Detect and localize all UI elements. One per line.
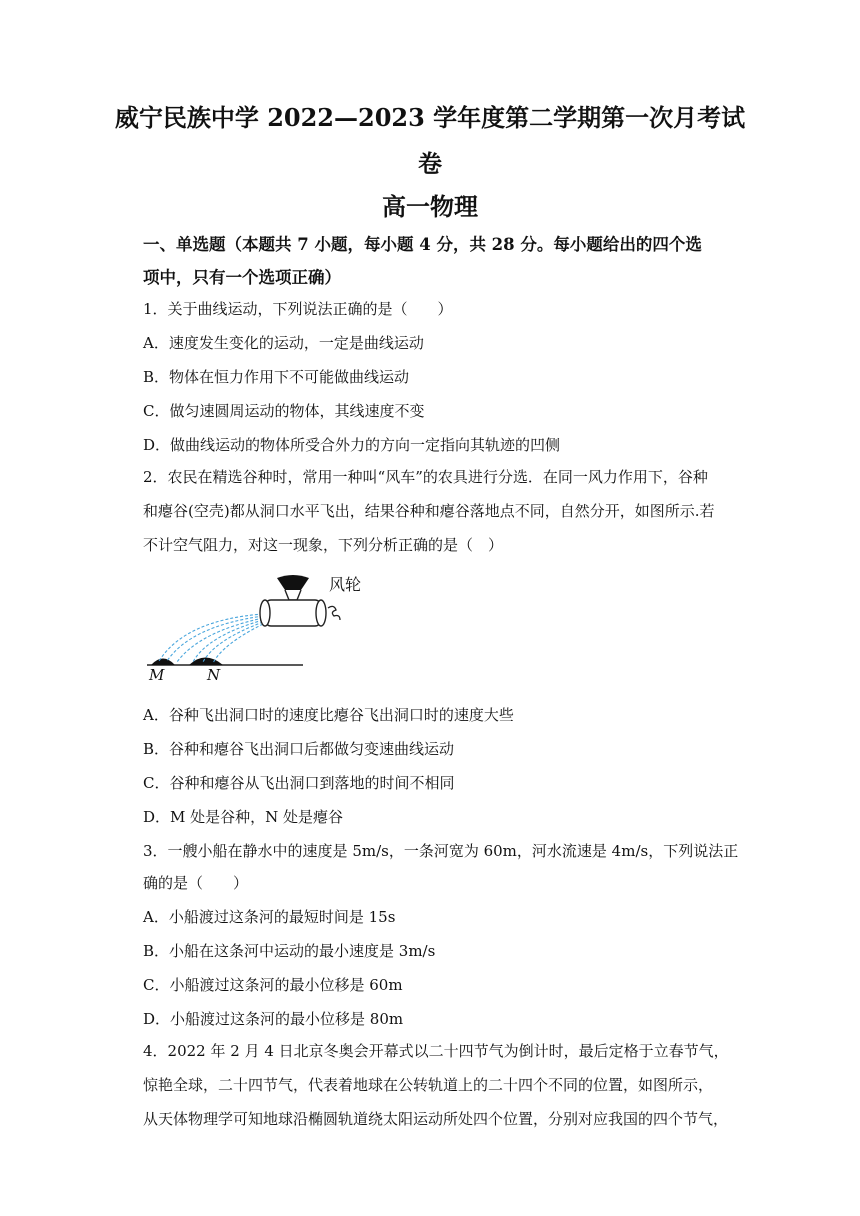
exam-title-line2: 卷	[418, 149, 442, 178]
section-heading-line2: 项中，只有一个选项正确）	[143, 268, 341, 287]
q2-stem-line2: 和瘪谷(空壳)都从洞口水平飞出，结果谷种和瘪谷落地点不同，自然分开，如图所示.若	[143, 502, 715, 520]
label-m: M	[149, 666, 165, 684]
q2-option-b: B．谷种和瘪谷飞出洞口后都做匀变速曲线运动	[143, 740, 455, 758]
q1-option-a: A．速度发生变化的运动，一定是曲线运动	[143, 334, 424, 352]
q2-option-a: A．谷种飞出洞口时的速度比瘪谷飞出洞口时的速度大些	[143, 706, 514, 724]
q3-option-a: A．小船渡过这条河的最短时间是 15s	[143, 908, 396, 926]
q4-stem-line3: 从天体物理学可知地球沿椭圆轨道绕太阳运动所处四个位置，分别对应我国的四个节气，	[143, 1110, 729, 1128]
q2-option-d: D．M 处是谷种，N 处是瘪谷	[143, 808, 344, 826]
section-heading-line1: 一、单选题（本题共 7 小题，每小题 4 分，共 28 分。每小题给出的四个选	[143, 235, 702, 254]
q4-stem-line2: 惊艳全球，二十四节气，代表着地球在公转轨道上的二十四个不同的位置，如图所示，	[143, 1076, 714, 1094]
pile-n	[189, 658, 223, 666]
exam-title-line1: 威宁民族中学 2022—2023 学年度第二学期第一次月考试	[114, 103, 746, 132]
q3-option-d: D．小船渡过这条河的最小位移是 80m	[143, 1010, 404, 1028]
q2-stem-line3: 不计空气阻力，对这一现象，下列分析正确的是（ ）	[143, 536, 504, 554]
q1-option-c: C．做匀速圆周运动的物体，其线速度不变	[143, 402, 425, 420]
q1-option-b: B．物体在恒力作用下不可能做曲线运动	[143, 368, 410, 386]
winnowing-machine-figure	[145, 570, 375, 690]
q3-stem-line1: 3．一艘小船在静水中的速度是 5m/s，一条河宽为 60m，河水流速是 4m/s，下列说法正	[143, 842, 739, 860]
q1-stem: 1．关于曲线运动，下列说法正确的是（ ）	[143, 300, 453, 318]
q3-option-c: C．小船渡过这条河的最小位移是 60m	[143, 976, 403, 994]
q1-option-d: D．做曲线运动的物体所受合外力的方向一定指向其轨迹的凹侧	[143, 436, 561, 454]
hopper	[277, 575, 309, 590]
exam-subtitle: 高一物理	[382, 192, 478, 221]
q3-option-b: B．小船在这条河中运动的最小速度是 3m/s	[143, 942, 436, 960]
pile-m	[151, 659, 175, 666]
label-wind-wheel: 风轮	[329, 575, 362, 594]
label-n: N	[207, 666, 221, 684]
q2-stem-line1: 2．农民在精选谷种时，常用一种叫“风车”的农具进行分选．在同一风力作用下，谷种	[143, 468, 708, 486]
q3-stem-line2: 确的是（ ）	[143, 874, 249, 892]
wind-wheel	[328, 606, 340, 620]
q4-stem-line1: 4．2022 年 2 月 4 日北京冬奥会开幕式以二十四节气为倒计时，最后定格于立春节气，	[143, 1042, 729, 1060]
q2-option-c: C．谷种和瘪谷从飞出洞口到落地的时间不相同	[143, 774, 455, 792]
drum	[265, 600, 321, 626]
trajectory-lines	[159, 614, 263, 663]
